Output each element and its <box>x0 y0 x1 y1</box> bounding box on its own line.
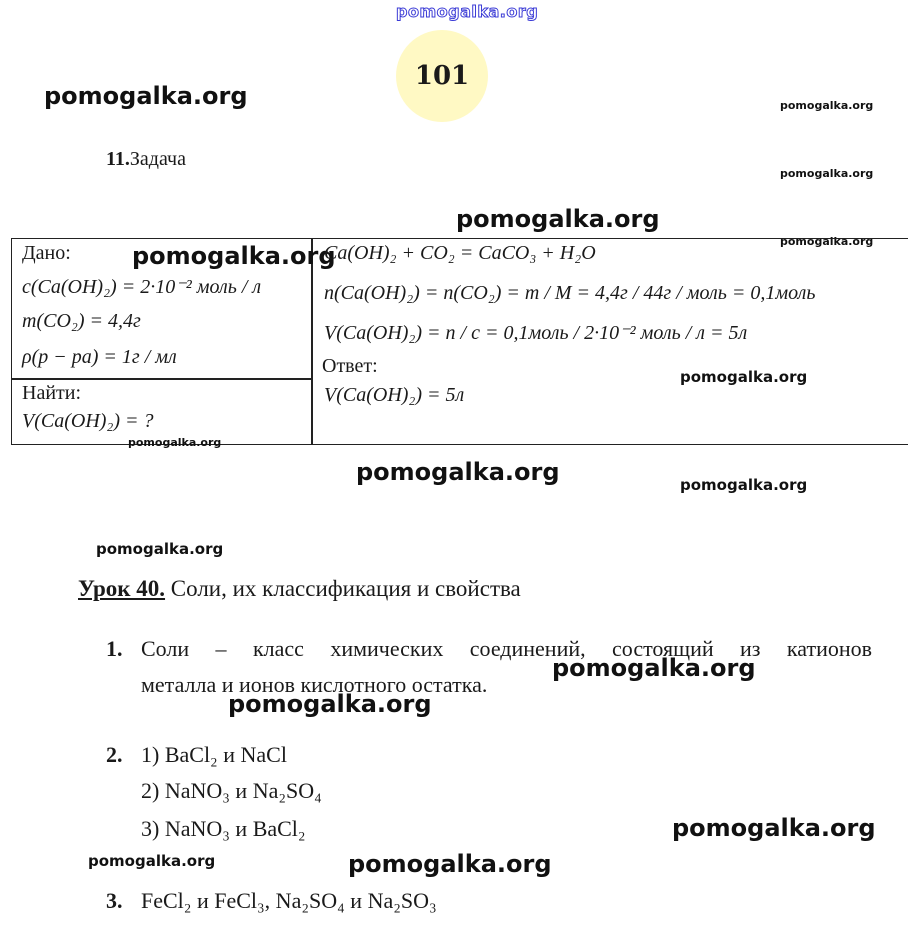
watermark[interactable]: pomogalka.org <box>456 205 660 233</box>
watermark[interactable]: pomogalka.org <box>680 368 808 386</box>
solution-line: V(Ca(OH)₂) = n / c = 0,1моль / 2·10⁻² моль / л = 5л <box>324 322 748 344</box>
watermark[interactable]: pomogalka.org <box>780 167 874 180</box>
item-number: 2. <box>106 742 123 767</box>
watermark[interactable]: pomogalka.org <box>128 436 222 449</box>
answer-label: Ответ: <box>322 355 378 377</box>
lesson-label: Урок 40. <box>78 576 166 601</box>
watermark[interactable]: pomogalka.org <box>780 235 874 248</box>
item-text: 2) NaNO₃ и Na₂SO₄ <box>141 778 322 803</box>
solution-line: Ca(OH)₂ + CO₂ = CaCO₃ + H₂O <box>324 242 596 264</box>
item-text: 1) BaCl₂ и NaCl <box>141 742 287 767</box>
given-heading: Дано: <box>22 242 71 264</box>
watermark[interactable]: pomogalka.org <box>356 458 560 486</box>
given-line: m(CO₂) = 4,4г <box>22 310 141 332</box>
watermark[interactable]: pomogalka.org <box>44 82 248 110</box>
task-number: 11. <box>106 148 130 170</box>
page-number: 101 <box>414 61 470 91</box>
find-line: V(Ca(OH)₂) = ? <box>22 410 154 432</box>
lesson-heading <box>78 576 521 602</box>
item-text: металла и ионов кислотного остатка. <box>141 672 488 697</box>
watermark[interactable]: pomogalka.org <box>348 850 552 878</box>
watermark[interactable]: pomogalka.org <box>672 814 876 842</box>
answer-line: V(Ca(OH)₂) = 5л <box>324 384 465 406</box>
lesson-title: Соли, их классификация и свойства <box>170 576 521 601</box>
find-heading: Найти: <box>22 382 82 404</box>
task-title: Задача <box>129 148 186 170</box>
watermark[interactable]: pomogalka.org <box>88 852 216 870</box>
watermark[interactable]: pomogalka.org <box>780 99 874 112</box>
watermark[interactable]: pomogalka.org <box>552 654 756 682</box>
given-line: c(Ca(OH)₂) = 2·10⁻² моль / л <box>22 276 262 298</box>
given-line: ρ(p − pa) = 1г / мл <box>22 346 177 368</box>
watermark-top[interactable]: pomogalka.org <box>396 2 539 21</box>
task-heading <box>106 148 186 171</box>
item-text: Соли – класс химических соединений, состоящий из катионов <box>141 636 872 661</box>
item-text: FeCl₂ и FeCl₃, Na₂SO₄ и Na₂SO₃ <box>141 888 437 913</box>
watermark[interactable]: pomogalka.org <box>680 476 808 494</box>
item-number: 1. <box>106 636 123 661</box>
solution-line: n(Ca(OH)₂) = n(CO₂) = m / M = 4,4г / 44г / моль = 0,1моль <box>324 282 816 304</box>
item-number: 3. <box>106 888 123 913</box>
watermark[interactable]: pomogalka.org <box>96 540 224 558</box>
watermark[interactable]: pomogalka.org <box>132 242 336 270</box>
item-text: 3) NaNO₃ и BaCl₂ <box>141 816 306 841</box>
watermark[interactable]: pomogalka.org <box>228 690 432 718</box>
